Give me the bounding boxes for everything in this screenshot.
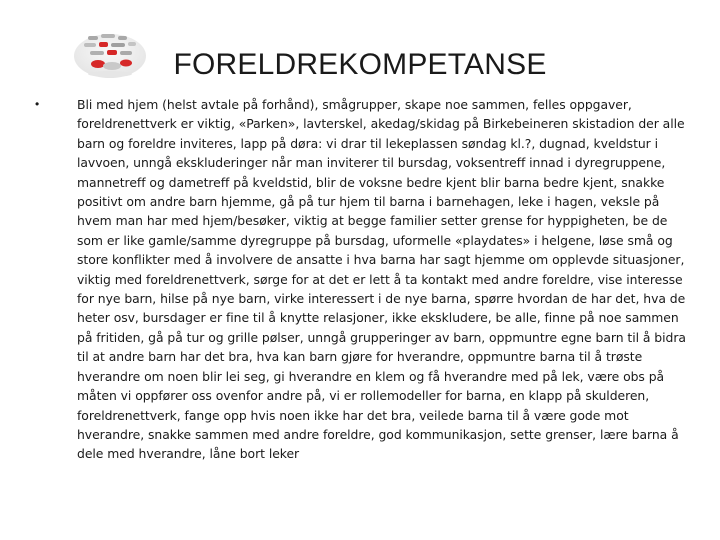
bullet-marker: • [35, 97, 40, 111]
bullet-text: Bli med hjem (helst avtale på forhånd), smågrupper, skape noe sammen, felles oppgaver, foreldrenettverk er viktig, «Parken», lavterskel, akedag/skidag på Birkebeineren skistadion der alle barn og foreldre inviteres, lapp på døra: vi drar til lekeplassen søndag kl.?, dugnad, kveldstur i lavvoen, unngå ekskluderinger når man inviterer til bursdag, voksentreff innad i dyregruppene, mannetreff og dametreff på kveldstid, blir de voksne bedre kjent blir barna bedre kjent, snakke positivt om andre barn hjemme, gå på tur hjem til barna i barnehagen, leke i hagen, veksle på hvem man har med hjem/besøker, viktig at begge familier setter grense for hyppigheten, be de som er like gamle/samme dyregruppe på bursdag, uformelle «playdates» i helgene, løse små og store konflikter med å involvere de ansatte i hva barna har sagt hjemme om opplevde situasjoner, viktig med foreldrenettverk, sørge for at det er lett å ta kontakt med andre foreldre, vise interesse for nye barn, hilse på nye barn, virke interessert i de nye barna, spørre hvordan de har det, hva de heter osv, bursdager er fine til å knytte relasjoner, ikke ekskludere, be alle, finne på noe sammen på fritiden, gå på tur og grille pølser, unngå grupperinger av barn, oppmuntre egne barn til å bidra til at andre barn har det bra, hva kan barn gjøre for hverandre, oppmuntre barna til å trøste hverandre om noen blir lei seg, gi hverandre en klem og få hverandre med på lek, være obs på måten vi oppfører oss ovenfor andre på, vi er rollemodeller for barna, en klapp på skulderen, foreldrenettverk, fange opp hvis noen ikke har det bra, veilede barna til å være gode mot hverandre, snakke sammen med andre foreldre, god kommunikasjon, sette grenser, lære barna å dele med hverandre, låne bort leker [77, 97, 686, 462]
slide-title: FORELDREKOMPETANSE [173, 48, 547, 81]
